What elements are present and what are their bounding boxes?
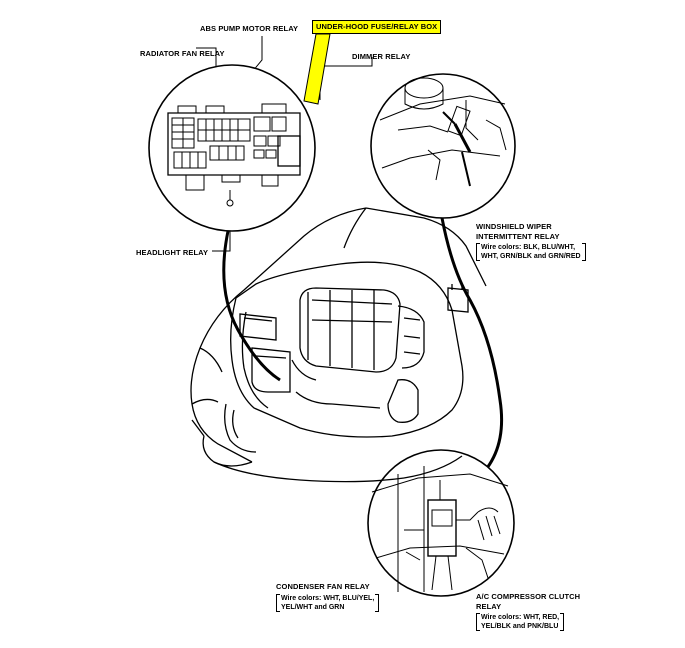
wire-colors-condenser-fan [276,594,379,612]
label-radiator-fan-relay: RADIATOR FAN RELAY [140,49,225,58]
wire-colors-windshield-wiper-line2: WHT, GRN/BLK and GRN/RED [481,253,581,260]
wire-colors-condenser-fan-line2: YEL/WHT and GRN [281,603,345,611]
wire-colors-windshield-wiper [476,243,586,261]
wire-colors-ac-compressor [476,613,564,631]
label-ac-compressor-clutch-line2: RELAY [476,601,502,611]
wire-colors-windshield-wiper-line1: Wire colors: BLK, BLU/WHT, [481,244,576,251]
label-ac-compressor-clutch-line1: A/C COMPRESSOR CLUTCH [476,592,581,601]
label-windshield-wiper-line1: WINDSHIELD WIPER [476,222,552,231]
wire-colors-ac-compressor-line1: Wire colors: WHT, RED, [481,614,560,621]
wire-colors-condenser-fan-line1: Wire colors: WHT, BLU/YEL, [281,594,375,602]
label-dimmer-relay: DIMMER RELAY [352,52,411,61]
wire-colors-ac-compressor-line2: YEL/BLK and PNK/BLU [481,623,559,630]
highlight-pointer-under-hood-fuse-relay-box [304,34,330,104]
car-engine-bay-drawing [191,208,486,482]
label-abs-pump-motor-relay: ABS PUMP MOTOR RELAY [200,24,299,33]
label-windshield-wiper-line2: INTERMITTENT RELAY [476,231,560,241]
label-block-windshield-wiper-relay [476,222,586,263]
label-under-hood-fuse-relay-box: UNDER-HOOD FUSE/RELAY BOX [312,20,441,34]
label-headlight-relay: HEADLIGHT RELAY [136,248,209,257]
label-condenser-fan-relay: CONDENSER FAN RELAY [276,582,370,591]
label-block-ac-compressor-clutch-relay [476,592,580,633]
label-block-condenser-fan-relay [276,582,379,614]
callout-circle-condenser-ac-relay [368,450,514,596]
